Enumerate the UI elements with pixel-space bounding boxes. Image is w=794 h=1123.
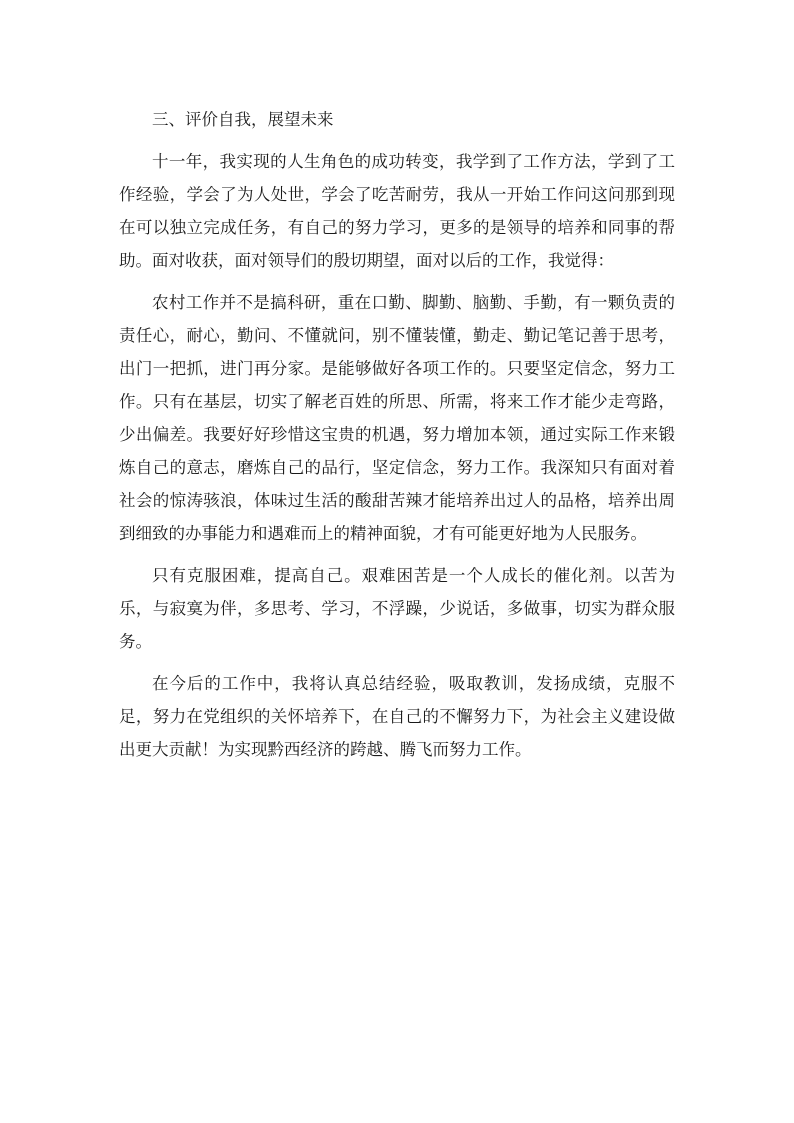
section-heading: 三、评价自我，展望未来 — [152, 110, 334, 129]
paragraph-reflection: 十一年，我实现的人生角色的成功转变，我学到了工作方法，学到了工作经验，学会了为人处世，学会了吃苦耐劳，我从一开始工作问这问那到现在可以独立完成任务，有自己的努力学习，更多的是领导的培养和同事的帮助。面对收获，面对领导们的殷切期望，面对以后的工作，我觉得： — [119, 152, 675, 270]
paragraph-rural-work: 农村工作并不是搞科研，重在口勤、脚勤、脑勤、手勤，有一颗负责的责任心，耐心，勤问、不懂就问，别不懂装懂，勤走、勤记笔记善于思考，出门一把抓，进门再分家。是能够做好各项工作的。只要坚定信念，努力工作。只有在基层，切实了解老百姓的所思、所需，将来工作才能少走弯路，少出偏差。我要好好珍惜这宝贵的机遇，努力增加本领，通过实际工作来锻炼自己的意志，磨炼自己的品行，坚定信念，努力工作。我深知只有面对着社会的惊涛骇浪，体味过生活的酸甜苦辣才能培养出过人的品格，培养出周到细致的办事能力和遇难而上的精神面貌，才有可能更好地为人民服务。 — [119, 293, 675, 543]
paragraph-overcome-difficulties: 只有克服困难，提高自己。艰难困苦是一个人成长的催化剂。以苦为乐，与寂寞为伴，多思考、学习，不浮躁，少说话，多做事，切实为群众服务。 — [119, 566, 675, 651]
document-page — [119, 103, 675, 766]
paragraph-future-outlook: 在今后的工作中，我将认真总结经验，吸取教训，发扬成绩，克服不足，努力在党组织的关怀培养下，在自己的不懈努力下，为社会主义建设做出更大贡献！为实现黔西经济的跨越、腾飞而努力工作。 — [119, 674, 675, 759]
